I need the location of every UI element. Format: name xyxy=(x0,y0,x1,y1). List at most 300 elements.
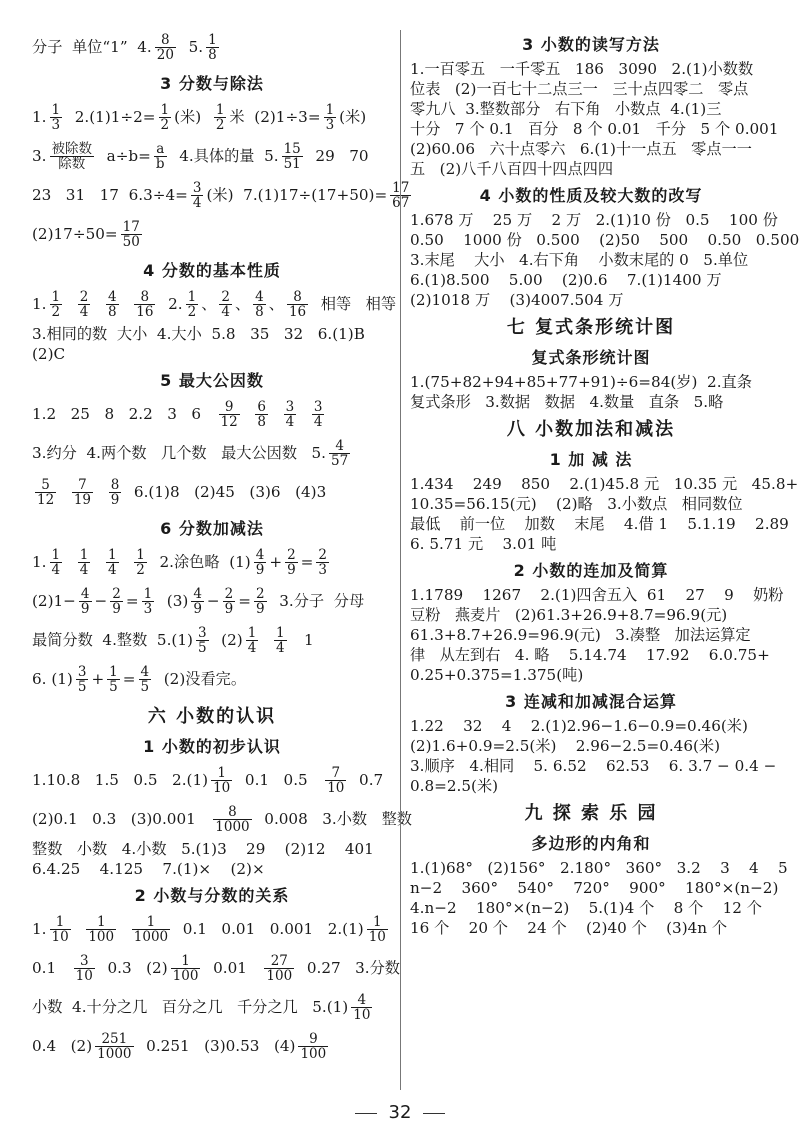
fraction-numerator: 8 xyxy=(140,289,150,305)
answer-text: 6. (1) xyxy=(32,670,73,688)
fraction-numerator: 2 xyxy=(318,547,327,563)
answer-text: 4.具体的量 5. xyxy=(169,147,279,165)
fraction xyxy=(72,479,93,507)
answer-text: 0.251 (3)0.53 (4) xyxy=(136,1037,296,1055)
fraction-denominator: 12 xyxy=(37,492,55,508)
answer-text: n−2 360° 540° 720° 900° 180°×(n−2) xyxy=(410,879,779,897)
fraction-numerator: 1 xyxy=(51,547,61,563)
answer-text: 3.约分 4.两个数 几个数 最大公因数 5. xyxy=(32,444,327,462)
fraction-numerator: 3 xyxy=(313,399,323,415)
chapter-heading: 九 探 索 乐 园 xyxy=(524,803,658,824)
answer-text: 1. xyxy=(32,920,47,938)
answer-text xyxy=(119,920,129,938)
answer-text: 0.25+0.375=1.375(吨) xyxy=(410,666,584,684)
answer-text: − xyxy=(94,592,108,610)
section-heading: 4 分数的基本性质 xyxy=(143,261,281,280)
fraction-denominator: 9 xyxy=(110,492,120,508)
fraction-numerator: 5 xyxy=(41,477,50,493)
fraction xyxy=(78,549,91,577)
fraction xyxy=(196,627,209,655)
answer-text xyxy=(243,405,253,423)
answer-line xyxy=(32,28,392,67)
answer-text: − xyxy=(206,592,220,610)
fraction xyxy=(191,588,204,616)
chapter-heading: 七 复式条形统计图 xyxy=(506,317,676,338)
section-heading: 复式条形统计图 xyxy=(531,348,651,367)
answer-line xyxy=(410,716,772,736)
footer-dash-right xyxy=(423,1113,445,1114)
fraction-denominator: 100 xyxy=(88,929,115,945)
answer-text xyxy=(122,553,132,571)
answer-line xyxy=(32,582,392,621)
fraction-numerator: 8 xyxy=(228,804,237,820)
answer-text: a÷b= xyxy=(97,147,151,165)
fraction-numerator: 被除数 xyxy=(51,141,92,157)
fraction-denominator: 4 xyxy=(221,304,230,320)
fraction-denominator: 4 xyxy=(51,562,61,578)
fraction-denominator: 除数 xyxy=(50,156,95,171)
answer-text: 小数 4.十分之几 百分之几 千分之几 5.(1) xyxy=(32,998,349,1016)
fraction-numerator: 1 xyxy=(51,102,61,118)
fraction-denominator: 12 xyxy=(220,414,238,430)
answer-text: 0.8=2.5(米) xyxy=(410,777,499,795)
answer-text: 6.(1)8 (2)45 (3)6 (4)3 xyxy=(124,483,327,501)
answer-text xyxy=(65,553,75,571)
answer-text: 零九八 3.整数部分 右下角 小数点 4.(1)三 xyxy=(410,100,722,118)
fraction-numerator: 2 xyxy=(79,289,89,305)
answer-text: (3) xyxy=(157,592,189,610)
fraction-denominator: 10 xyxy=(213,780,231,796)
fraction-denominator: 3 xyxy=(51,117,61,133)
fraction-numerator: 1 xyxy=(51,289,61,305)
answer-text: 3.顺序 4.相同 5. 6.52 62.53 6. 3.7 − 0.4 − xyxy=(410,757,777,775)
fraction-numerator: 2 xyxy=(287,547,296,563)
fraction xyxy=(213,806,251,834)
answer-line xyxy=(32,800,412,839)
fraction xyxy=(329,440,350,468)
fraction-denominator: 8 xyxy=(257,414,266,430)
fraction-numerator: 251 xyxy=(101,1031,128,1047)
fraction-denominator: b xyxy=(155,156,165,172)
fraction xyxy=(78,291,91,319)
page-footer xyxy=(0,1102,800,1123)
fraction xyxy=(35,479,56,507)
fraction-denominator: 5 xyxy=(109,679,118,695)
fraction-denominator: 2 xyxy=(136,562,145,578)
answer-line xyxy=(410,79,772,99)
fraction-numerator: 15 xyxy=(283,141,301,157)
fraction xyxy=(287,291,308,319)
section-heading: 6 分数加减法 xyxy=(160,519,264,538)
answer-text: 1.(75+82+94+85+77+91)÷6=84(岁) 2.直条 xyxy=(410,373,752,391)
fraction-numerator: 1 xyxy=(217,765,226,781)
section-heading: 4 小数的性质及较大数的改写 xyxy=(479,186,703,205)
fraction-denominator: 100 xyxy=(300,1046,327,1062)
answer-text: (2)没看完。 xyxy=(154,670,247,688)
fraction-denominator: 2 xyxy=(160,117,170,133)
fraction xyxy=(132,916,170,944)
fraction xyxy=(274,627,287,655)
fraction xyxy=(106,549,119,577)
fraction xyxy=(211,767,232,795)
answer-text: 0.27 3.分数 xyxy=(297,959,400,977)
fraction xyxy=(50,549,63,577)
section-heading: 3 小数的读写方法 xyxy=(522,35,660,54)
answer-text: 1.22 32 4 2.(1)2.96−1.6−0.9=0.46(米) xyxy=(410,717,748,735)
fraction xyxy=(107,666,120,694)
fraction-numerator: 1 xyxy=(181,953,190,969)
answer-text xyxy=(93,295,103,313)
answer-text: 0.01 xyxy=(203,959,262,977)
answer-line xyxy=(410,665,772,685)
answer-text: (2)17÷50= xyxy=(32,225,118,243)
answer-text: = xyxy=(125,592,139,610)
fraction-denominator: 10 xyxy=(353,1007,371,1023)
fraction-denominator: 9 xyxy=(287,562,296,578)
fraction xyxy=(367,916,388,944)
answer-line xyxy=(410,625,772,645)
fraction xyxy=(50,104,63,132)
answer-text xyxy=(96,483,106,501)
fraction-denominator: 4 xyxy=(192,195,202,211)
answer-text: 豆粉 燕麦片 (2)61.3+26.9+8.7=96.9(元) xyxy=(410,606,728,624)
fraction-denominator: 10 xyxy=(327,780,345,796)
answer-text: 1. xyxy=(32,553,47,571)
fraction-numerator: 8 xyxy=(293,289,302,305)
answer-text: 29 70 xyxy=(305,147,369,165)
fraction xyxy=(79,588,92,616)
answer-text: 2.涂色略 (1) xyxy=(149,553,251,571)
answer-text: 复式条形 3.数据 数据 4.数量 直条 5.略 xyxy=(410,393,724,411)
answer-text: 十分 7 个 0.1 百分 8 个 0.01 千分 5 个 0.001 xyxy=(410,120,779,138)
answer-text: 相等 相等 xyxy=(311,295,397,313)
answer-text xyxy=(74,920,84,938)
fraction-denominator: 10 xyxy=(368,929,386,945)
fraction-denominator: 4 xyxy=(108,562,117,578)
footer-dash-left xyxy=(355,1113,377,1114)
fraction xyxy=(191,182,204,210)
fraction-denominator: 10 xyxy=(75,968,93,984)
answer-line xyxy=(410,534,772,554)
chapter-heading: 八 小数加法和减法 xyxy=(506,419,676,440)
answer-text: 1.10.8 1.5 0.5 2.(1) xyxy=(32,771,209,789)
answer-text: 最低 前一位 加数 末尾 4.借 1 5.1.19 2.89 xyxy=(410,515,789,533)
answer-line xyxy=(410,59,772,79)
fraction xyxy=(282,143,303,171)
answer-text: 、 xyxy=(201,295,217,313)
answer-line xyxy=(32,176,410,215)
fraction xyxy=(154,143,167,171)
fraction-denominator: 50 xyxy=(122,234,140,250)
fraction-denominator: 8 xyxy=(108,304,117,320)
fraction-numerator: 3 xyxy=(197,625,207,641)
answer-text: 3.相同的数 大小 4.大小 5.8 35 32 6.(1)B xyxy=(32,325,365,343)
answer-text: (2)0.1 0.3 (3)0.001 xyxy=(32,810,211,828)
answer-text xyxy=(271,405,281,423)
answer-text: 3.末尾 大小 4.右下角 小数末尾的 0 5.单位 xyxy=(410,251,749,269)
answer-line xyxy=(410,99,772,119)
fraction-numerator: 1 xyxy=(96,914,106,930)
answer-text: 0.1 0.01 0.001 2.(1) xyxy=(173,920,364,938)
fraction-numerator: 3 xyxy=(77,664,87,680)
answer-text: 1. xyxy=(32,295,47,313)
answer-line xyxy=(410,290,772,310)
answer-line xyxy=(32,621,392,660)
answer-line xyxy=(410,494,772,514)
answer-line xyxy=(32,215,392,254)
fraction xyxy=(253,291,266,319)
answer-text: (米) xyxy=(174,108,211,126)
fraction xyxy=(139,666,152,694)
answer-text: 分子 单位“1” 4. xyxy=(32,38,152,56)
fraction xyxy=(134,291,155,319)
fraction xyxy=(324,104,337,132)
answer-text: (米) xyxy=(339,108,367,126)
fraction-denominator: 100 xyxy=(266,968,293,984)
fraction xyxy=(298,1033,328,1061)
answer-text: 0.7 xyxy=(349,771,384,789)
answer-text: (2)C xyxy=(32,345,66,363)
fraction xyxy=(255,401,268,429)
fraction-numerator: 7 xyxy=(331,765,341,781)
fraction xyxy=(325,767,346,795)
fraction-numerator: 4 xyxy=(255,289,264,305)
fraction-denominator: 9 xyxy=(112,601,121,617)
fraction xyxy=(186,291,199,319)
section-heading: 3 分数与除法 xyxy=(160,74,264,93)
fraction xyxy=(134,549,147,577)
fraction-denominator: 57 xyxy=(331,453,349,469)
answer-text: 1. xyxy=(32,108,47,126)
answer-text: = xyxy=(300,553,314,571)
fraction-denominator: 5 xyxy=(197,640,207,656)
answer-text: 1.一百零五 一千零五 186 3090 2.(1)小数数 xyxy=(410,60,754,78)
answer-text xyxy=(59,483,69,501)
fraction xyxy=(121,221,142,249)
answer-line xyxy=(410,736,772,756)
fraction xyxy=(264,955,294,983)
fraction-denominator: 4 xyxy=(247,640,257,656)
answer-text: 位表 (2)一百七十二点三一 三十点四零二 零点 xyxy=(410,80,749,98)
answer-text: 6.(1)8.500 5.00 (2)0.6 7.(1)1400 万 xyxy=(410,271,722,289)
answer-text: (2) xyxy=(211,631,243,649)
fraction-denominator: 10 xyxy=(51,929,69,945)
fraction-denominator: 3 xyxy=(143,601,153,617)
answer-text: 4.n−2 180°×(n−2) 5.(1)4 个 8 个 12 个 xyxy=(410,899,762,917)
fraction-numerator: 1 xyxy=(108,547,117,563)
fraction-numerator: 3 xyxy=(192,180,202,196)
fraction-numerator: 1 xyxy=(208,32,217,48)
fraction-numerator: 1 xyxy=(136,547,145,563)
answer-text: 2. xyxy=(158,295,183,313)
fraction-numerator: 1 xyxy=(160,102,170,118)
answer-text: 5. xyxy=(178,38,204,56)
fraction xyxy=(284,401,297,429)
answer-line xyxy=(410,514,789,534)
fraction-denominator: 2 xyxy=(187,304,197,320)
fraction xyxy=(223,588,236,616)
fraction-numerator: 9 xyxy=(309,1031,318,1047)
fraction-denominator: 1000 xyxy=(97,1046,132,1062)
answer-text: 1.(1)68° (2)156° 2.180° 360° 3.2 3 4 5 xyxy=(410,859,788,877)
fraction-denominator: 51 xyxy=(283,156,301,172)
answer-line xyxy=(410,139,772,159)
answer-line xyxy=(32,660,392,699)
answer-text: = xyxy=(238,592,251,610)
section-heading: 5 最大公因数 xyxy=(160,371,264,390)
answer-text: 6. 5.71 元 3.01 吨 xyxy=(410,535,557,553)
answer-line xyxy=(32,137,392,176)
answer-line xyxy=(410,776,772,796)
fraction-denominator: 100 xyxy=(172,968,199,984)
answer-line xyxy=(410,210,778,230)
fraction-numerator: a xyxy=(156,141,165,157)
answer-text: (2)1.6+0.9=2.5(米) 2.96−2.5=0.46(米) xyxy=(410,737,721,755)
fraction-numerator: 1 xyxy=(247,625,257,641)
fraction-numerator: 1 xyxy=(373,914,382,930)
answer-text: 1 xyxy=(289,631,314,649)
fraction-numerator: 1 xyxy=(55,914,65,930)
answer-line xyxy=(32,543,392,582)
fraction-numerator: 4 xyxy=(80,586,90,602)
answer-text: 1.2 25 8 2.2 3 6 xyxy=(32,405,216,423)
answer-text xyxy=(299,405,309,423)
answer-text: + xyxy=(269,553,283,571)
fraction-denominator: 3 xyxy=(318,562,327,578)
answer-text: 3.分子 分母 xyxy=(269,592,365,610)
section-heading: 2 小数的连加及简算 xyxy=(513,561,669,580)
answer-text: (2)1− xyxy=(32,592,76,610)
fraction xyxy=(50,291,63,319)
answer-line xyxy=(410,372,772,392)
answer-text: 1.1789 1267 2.(1)四舍五入 61 27 9 奶粉 xyxy=(410,586,784,604)
answer-line xyxy=(32,395,392,434)
fraction xyxy=(109,479,122,507)
fraction xyxy=(316,549,329,577)
fraction-denominator: 9 xyxy=(80,601,90,617)
fraction-numerator: 17 xyxy=(392,180,410,196)
answer-text: 6.4.25 4.125 7.(1)× (2)× xyxy=(32,860,265,878)
fraction xyxy=(312,401,325,429)
column-divider xyxy=(400,30,401,1090)
fraction-denominator: 4 xyxy=(79,562,89,578)
answer-line xyxy=(32,988,392,1027)
answer-text: 米 (2)1÷3= xyxy=(229,108,321,126)
fraction-denominator: 4 xyxy=(285,414,295,430)
left-column xyxy=(32,28,412,1066)
fraction-denominator: 2 xyxy=(215,117,225,133)
answer-text: (米) 7.(1)17÷(17+50)= xyxy=(206,186,388,204)
fraction-numerator: 3 xyxy=(79,953,89,969)
fraction-numerator: 8 xyxy=(110,477,120,493)
fraction-numerator: 1 xyxy=(109,664,118,680)
answer-line xyxy=(410,858,788,878)
answer-text: 2.(1)1÷2= xyxy=(65,108,156,126)
fraction-denominator: 1000 xyxy=(215,819,250,835)
answer-line xyxy=(32,98,392,137)
fraction-denominator: 4 xyxy=(313,414,323,430)
fraction-numerator: 1 xyxy=(143,586,153,602)
answer-text xyxy=(261,631,271,649)
answer-line xyxy=(410,898,772,918)
fraction xyxy=(155,34,176,62)
fraction xyxy=(206,34,219,62)
fraction-numerator: 4 xyxy=(140,664,150,680)
fraction-denominator: 9 xyxy=(193,601,202,617)
fraction xyxy=(142,588,155,616)
fraction xyxy=(50,143,95,171)
answer-line xyxy=(410,878,779,898)
answer-text: 0.50 1000 份 0.500 (2)50 500 0.50 0.500 xyxy=(410,231,800,249)
fraction xyxy=(246,627,259,655)
fraction xyxy=(214,104,227,132)
answer-line xyxy=(32,859,392,879)
fraction-numerator: 8 xyxy=(161,32,170,48)
answer-text: + xyxy=(91,670,105,688)
fraction xyxy=(74,955,95,983)
fraction-denominator: 2 xyxy=(51,304,61,320)
fraction-denominator: 67 xyxy=(392,195,410,211)
fraction xyxy=(219,401,240,429)
right-column xyxy=(410,28,800,938)
answer-line xyxy=(32,324,392,344)
fraction-numerator: 1 xyxy=(187,289,197,305)
answer-text: 16 个 20 个 24 个 (2)40 个 (3)4n 个 xyxy=(410,919,728,937)
answer-line xyxy=(32,910,392,949)
fraction-denominator: 5 xyxy=(140,679,150,695)
fraction-numerator: 4 xyxy=(335,438,344,454)
fraction xyxy=(76,666,89,694)
answer-text: 0.1 xyxy=(32,959,71,977)
answer-line xyxy=(32,839,392,859)
fraction-denominator: 4 xyxy=(79,304,89,320)
fraction xyxy=(110,588,123,616)
answer-line xyxy=(410,605,772,625)
fraction-denominator: 19 xyxy=(73,492,92,508)
fraction-denominator: 8 xyxy=(255,304,264,320)
answer-text xyxy=(65,295,75,313)
fraction xyxy=(86,916,116,944)
fraction xyxy=(50,916,71,944)
fraction-denominator: 9 xyxy=(255,601,265,617)
fraction-numerator: 1 xyxy=(325,102,335,118)
answer-line xyxy=(410,645,772,665)
answer-text: (2)60.06 六十点零六 6.(1)十一点五 零点一一 xyxy=(410,140,752,158)
fraction-numerator: 2 xyxy=(255,586,265,602)
fraction-numerator: 2 xyxy=(112,586,121,602)
answer-text: 、 xyxy=(268,295,284,313)
answer-line xyxy=(32,434,392,473)
fraction-denominator: 9 xyxy=(255,562,265,578)
answer-text: = xyxy=(122,670,136,688)
answer-line xyxy=(410,230,800,250)
fraction-numerator: 1 xyxy=(79,547,89,563)
answer-text: 0.4 (2) xyxy=(32,1037,93,1055)
answer-line xyxy=(32,344,392,364)
section-heading: 2 小数与分数的关系 xyxy=(134,886,290,905)
fraction-numerator: 4 xyxy=(357,992,367,1008)
fraction-numerator: 2 xyxy=(224,586,234,602)
answer-line xyxy=(32,285,397,324)
fraction-numerator: 1 xyxy=(146,914,156,930)
fraction-numerator: 2 xyxy=(221,289,230,305)
answer-text: 23 31 17 6.3÷4= xyxy=(32,186,188,204)
answer-line xyxy=(410,270,772,290)
page-number: 32 xyxy=(388,1102,412,1123)
fraction-numerator: 17 xyxy=(122,219,140,235)
fraction-numerator: 4 xyxy=(255,547,265,563)
fraction-numerator: 6 xyxy=(257,399,266,415)
